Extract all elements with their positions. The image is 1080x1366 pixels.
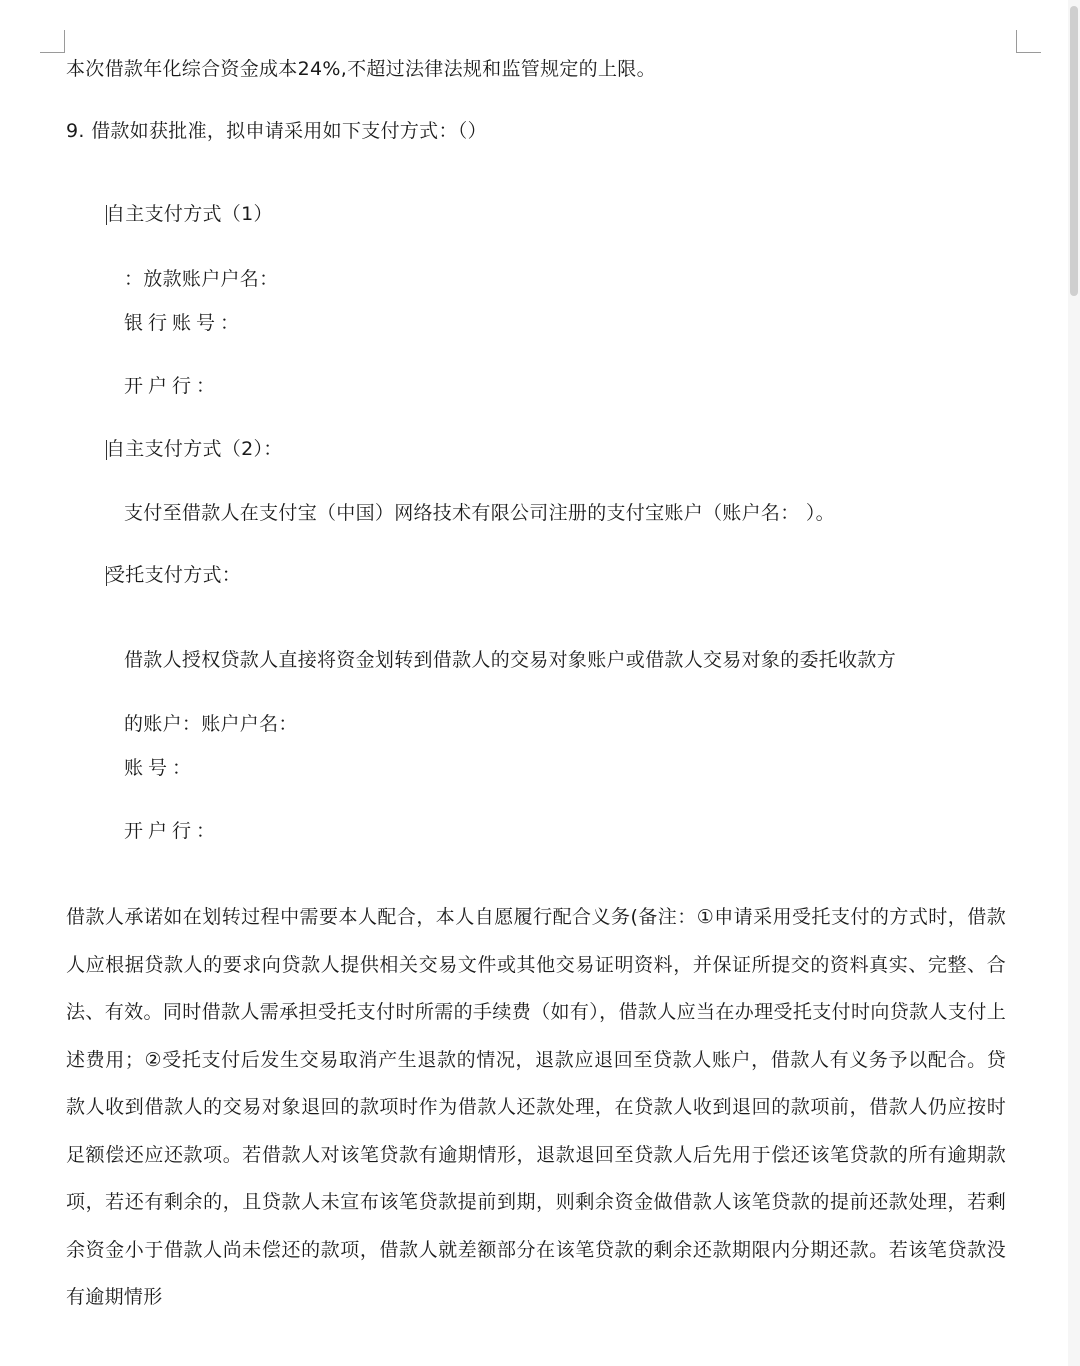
- entrusted-pay-option: 受托支付方式：: [106, 564, 242, 586]
- entrusted-account-name-label: 的账户：账户户名：: [124, 713, 298, 735]
- scrollbar-thumb[interactable]: [1070, 6, 1078, 296]
- question-9: 9. 借款如获批准，拟申请采用如下支付方式：（）: [66, 120, 487, 142]
- alipay-line: 支付至借款人在支付宝（中国）网络技术有限公司注册的支付宝账户（账户名： ）。: [124, 502, 835, 524]
- commitment-paragraph: 借款人承诺如在划转过程中需要本人配合，本人自愿履行配合义务(备注：①申请采用受托支付的方式时，借款人应根据贷款人的要求向贷款人提供相关交易文件或其他交易证明资料，并保证所提交的资料真实、完整、合法、有效。同时借款人需承担受托支付时所需的手续费（如有），借款人应当在办理受托支付时向贷款人支付上述费用；②受托支付后发生交易取消产生退款的情况，退款应退回至贷款人账户，借款人有义务予以配合。贷款人收到借款人的交易对象退回的款项时作为借款人还款处理，在贷款人收到退回的款项前，借款人仍应按时足额偿还应还款项。若借款人对该笔贷款有逾期情形，退款退回至贷款人后先用于偿还该笔贷款的所有逾期款项，若还有剩余的，且贷款人未宣布该笔贷款提前到期，则剩余资金做借款人该笔贷款的提前还款处理，若剩余资金小于借款人尚未偿还的款项，借款人就差额部分在该笔贷款的剩余还款期限内分期还款。若该笔贷款没有逾期情形: [66, 906, 1006, 1308]
- vertical-scrollbar[interactable]: [1068, 0, 1080, 1366]
- self-pay-option-2: 自主支付方式（2）：: [106, 438, 283, 460]
- branch-label: 开户行：: [124, 820, 221, 842]
- page-corner-mark-top-left: [40, 30, 65, 53]
- cost-line: 本次借款年化综合资金成本24%,不超过法律法规和监管规定的上限。: [66, 58, 656, 80]
- self-pay-option-1: 自主支付方式（1）: [106, 203, 273, 225]
- bank-account-label: 银行账号：: [124, 312, 245, 334]
- account-number-label: 账号：: [124, 757, 197, 779]
- page-corner-mark-top-right: [1016, 30, 1041, 53]
- bank-branch-label: 开户行：: [124, 375, 221, 397]
- account-name-label: ：放款账户户名：: [124, 268, 279, 290]
- entrusted-description: 借款人授权贷款人直接将资金划转到借款人的交易对象账户或借款人交易对象的委托收款方: [124, 649, 897, 671]
